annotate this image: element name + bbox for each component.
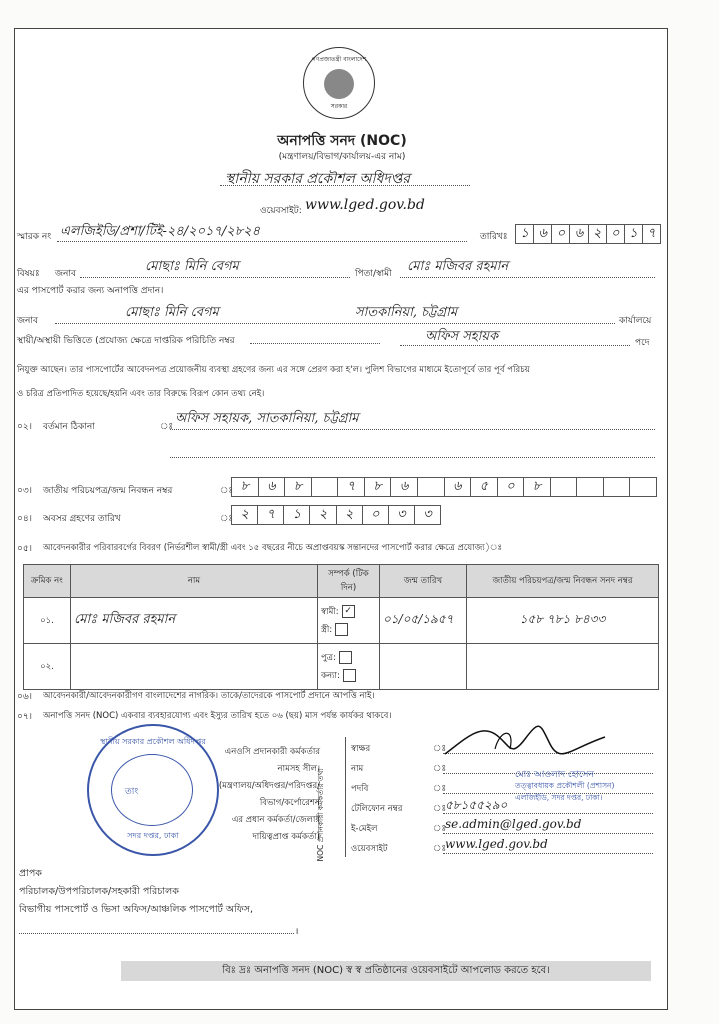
body-office: সাতকানিয়া, চট্টগ্রাম [355,305,458,320]
relation-daughter-label: কন্যা: [321,670,340,681]
retirement-digit: ২ [232,506,258,524]
nid-digit: ৫ [471,478,498,496]
nid-digit: ৮ [524,478,551,496]
date-digit: ৭ [647,226,656,241]
form-subtitle: (মন্ত্রণালয়/বিভাগ/কার্যালয়-এর নাম) [278,152,406,162]
item-05-no: ০৫। [17,544,32,554]
body-paragraph-2: ও চরিত্র প্রতিপাদিত হয়েছে/হয়নি এবং তার বিরুদ্ধে বিরূপ কোন তথ্য নেই। [17,389,265,399]
row-serial: ০২. [24,644,71,690]
wife-checkbox[interactable] [335,623,348,636]
emblem-center-icon [324,69,354,99]
retirement-digit: ৩ [389,506,415,524]
item-02-label: বর্তমান ঠিকানা [43,422,95,432]
header-relation: সম্পর্ক (টিক দিন) [318,565,380,598]
item-07-text: অনাপত্তি সনদ (NOC) একবার ব্যবহারযোগ্য এবং ইস্যুর তারিখ হতে ০৬ (ছয়) মাস পর্যন্ত কার্যকর থাকবে। [43,711,392,721]
nid-digit [577,478,604,496]
nid-digit [604,478,631,496]
nid-digit: ৮ [365,478,392,496]
relation-wife-label: স্ত্রী: [321,624,333,635]
husband-checkbox[interactable]: ✓ [342,605,355,618]
date-digit: ০ [552,225,570,243]
field-phone-label: টেলিফোন নম্বর [351,804,403,814]
row-relation [318,598,380,644]
form-title: অনাপত্তি সনদ (NOC) [277,133,407,149]
retirement-digit: ১ [284,506,310,524]
item-06-text: আবেদনকারী/আবেদনকারীগণ বাংলাদেশের নাগরিক। তাকে/তাদেরকে পাসপোর্ট প্রদানে আপত্তি নাই। [43,691,375,701]
body-applicant-name: মোছাঃ মিনি বেগম [125,305,219,320]
header-name: নাম [71,565,318,598]
body-janab: জনাব [17,316,39,326]
issuer-line: (মন্ত্রণালয়/অধিদপ্তর/পরিদপ্তর/ [218,781,320,791]
row-dob [380,644,467,690]
recipient-line2: বিভাগীয় পাসপোর্ট ও ভিসা অফিস/আঞ্চলিক পাসপোর্ট অফিস, [19,904,254,915]
item-03-no: ০৩। [17,486,32,496]
guardian-name: মোঃ মজিবর রহমান [407,259,509,274]
website-label: ওয়েবসাইট: [260,206,302,216]
date-boxes [515,224,661,244]
row-nid [467,644,659,690]
office-label: কার্যালয়ে [619,316,652,326]
date-digit: ১ [516,225,534,243]
nid-digit: ৮ [232,478,259,496]
footer-note: বিঃ দ্রঃ অনাপত্তি সনদ (NOC) স্ব স্ব প্রতিষ্ঠানের ওয়েবসাইটে আপলোড করতে হবে। [121,961,651,981]
family-table-header [24,565,659,598]
row-name: মোঃ মজিবর রহমান [71,598,318,644]
nid-digit [418,478,445,496]
pode-label: পদে [635,338,650,348]
subject-label: বিষয়ঃ [17,269,40,279]
applicant-name: মোছাঃ মিনি বেগম [145,259,239,274]
header-nid: জাতীয় পরিচয়পত্র/জন্ম নিবন্ধন সনদ নম্বর [467,565,659,598]
seal-outer-text: স্থানীয় সরকার প্রকৌশল অধিদপ্তর [100,737,206,746]
designation: অফিস সহায়ক [425,329,499,344]
seal-bottom-text: সদর দপ্তর, ঢাকা [127,831,179,840]
noc-form: গণপ্রজাতন্ত্রী বাংলাদেশ সরকার অনাপত্তি সনদ (NOC) (মন্ত্রণালয়/বিভাগ/কার্যালয়-এর নাম) স্থানীয় সরকার প্রকৌশল অধিদপ্তর ওয়েবসাইট: www.lged.gov.bd স্মারক নং এলজিইডি/প্রশা/টিই-২৪/২০১৭/২৮২৪ তারিখঃ ১ ৬ ০ ৬ ২ ০ ১ ৭ বিষয়ঃ জনাব মোছাঃ মিনি বেগম পিতা/স্বামী মোঃ মজিবর রহমান এর পাসপোর্ট করার জন্য অনাপত্তি প্রদান। জনাব মোছাঃ মিনি বেগম সাতকানিয়া, চট্টগ্রাম কার্যালয়ে স্থায়ী/অস্থায়ী ভিত্তিতে (প্রযোজ্য ক্ষেত্রে দাপ্তরিক পরিচিতি নম্বর অফিস সহায়ক পদে নিযুক্ত আছেন। তার পাসপোর্টের আবেদনপত্র প্রয়োজনীয় ব্যবস্থা গ্রহণের জন্য এর সঙ্গে প্রেরণ করা হ'ল। পুলিশ বিভাগের মাধ্যমে ইতোপূর্বে তার পূর্ব পরিচয় ও চরিত্র প্রতিপাদিত হয়েছে/হয়নি এবং তার বিরুদ্ধে বিরূপ কোন তথ্য নেই। ০২। বর্তমান ঠিকানা ঃ অফিস সহায়ক, সাতকানিয়া, চট্টগ্রাম ০৩। জাতীয় পরিচয়পত্র/জন্ম নিবন্ধন নম্বর ঃ ৮ ৬ ৮ ৭ ৮ ৬ ৬ ৫ ০ ৮ ০৪। অবসর গ্রহণের তারিখ ঃ ২ ৭ ১ ২ ২ ০ ৩ ৩ ০৫। আবেদনকারীর পরিবারবর্গের বিবরণ (নির্ভরশীল স্বামী/স্ত্রী এবং ১৫ বছরের নীচে অপ্রাপ্তবয়স্ক সন্তানদের পাসপোর্ট করার ক্ষেত্রে প্রযোজ্য)ঃ ক্রমিক নং নাম সম্পর্ক (টিক দিন) জন্ম তারিখ জাতীয় পরিচয়পত্র/জন্ম নিবন্ধন সনদ নম্বর ০১. মোঃ মজিবর রহমান স্বামী: ✓ স্ত্রী: ০১/০৫/১৯৫৭ ১৫৮ ৭৮১ ৮৪৩৩ ০২. পুত্র: কন্যা: ০৬। আবেদনকারী/আবেদনকারীগণ বাংলাদেশের নাগরিক। তাকে/তাদেরকে পাসপোর্ট প্রদানে আপত্তি নাই। ০৭। অনাপত্তি সনদ (NOC) একবার ব্যবহারযোগ্য এবং ইস্যুর তারিখ হতে ০৬ (ছয়) মাস পর্যন্ত কার্যকর থাকবে। স্থানীয় সরকার প্রকৌশল অধিদপ্তর তাং সদর দপ্তর, ঢাকা এনওসি প্রদানকারী কর্মকর্তার নামসহ সীল। (মন্ত্রণালয়/অধিদপ্তর/পরিদপ্তর/ বিভাগ/কর্পোরেশন এর প্রধান কর্মকর্তা/জেলার দায়িত্বপ্রাপ্ত কর্মকর্তা) NOC প্রদানকারী কর্মকর্তার তথ্য স্বাক্ষর নাম পদবি টেলিফোন নম্বর ই-মেইল ওয়েবসাইট ঃ ঃ ঃ ঃ ঃ ঃ মোঃ আওলাদ হোসেন তত্ত্বাবধায়ক প্রকৌশলী (প্রশাসন) এলজিইডি, সদর দপ্তর, ঢাকা। ৫৮১৫৫২৯০ se.admin@lged.gov.bd www.lged.gov.bd প্রাপক পরিচালক/উপপরিচালক/সহকারী পরিচালক বিভাগীয় পাসপোর্ট ও ভিসা অফিস/আঞ্চলিক পাসপোর্ট অফিস, । বিঃ দ্রঃ অনাপত্তি সনদ (NOC) স্ব স্ব প্রতিষ্ঠানের ওয়েবসাইটে আপলোড করতে হবে। [14,28,668,1010]
nid-digit: ৭ [338,478,365,496]
table-row [24,598,659,644]
item-04-label: অবসর গ্রহণের তারিখ [43,514,121,524]
row-name [71,644,318,690]
nid-digit: ৬ [259,478,286,496]
passport-line: এর পাসপোর্ট করার জন্য অনাপত্তি প্রদান। [17,286,164,296]
row-nid: ১৫৮ ৭৮১ ৮৪৩৩ [467,598,659,644]
item-05-label: আবেদনকারীর পরিবারবর্গের বিবরণ (নির্ভরশীল স্বামী/স্ত্রী এবং ১৫ বছরের নীচে অপ্রাপ্তবয়স্ক সন্তানদের পাসপোর্ট করার ক্ষেত্রে প্রযোজ্য)ঃ [43,543,503,553]
retirement-digit: ৩ [423,507,432,522]
website-value: www.lged.gov.bd [305,197,425,213]
nid-digit [312,478,339,496]
nid-digit: ৬ [391,478,418,496]
relation-husband-label: স্বামী: [321,606,339,617]
daughter-checkbox[interactable] [343,669,356,682]
signature [440,719,610,764]
date-digit: ১ [625,225,643,243]
date-digit: ৬ [570,225,588,243]
website-value-issuer: www.lged.gov.bd [445,837,548,851]
memo-label: স্মারক নং [17,232,52,242]
seal-date-label: তাং [125,787,139,797]
office-name: স্থানীয় সরকার প্রকৌশল অধিদপ্তর [225,171,410,187]
issuer-vertical-label: NOC প্রদানকারী কর্মকর্তার তথ্য [316,768,325,862]
field-designation-label: পদবি [351,784,369,794]
date-digit: ৬ [534,225,552,243]
recipient-label: প্রাপক [19,868,42,879]
date-digit: ০ [607,225,625,243]
header-dob: জন্ম তারিখ [380,565,467,598]
issuer-line: এর প্রধান কর্মকর্তা/জেলার [231,815,320,825]
nid-digit [630,478,656,496]
row-serial: ০১. [24,598,71,644]
issuer-line: দায়িত্বপ্রাপ্ত কর্মকর্তা) [252,832,320,842]
government-emblem [303,47,375,119]
issuer-fields [351,739,402,859]
item-04-no: ০৪। [17,514,32,524]
field-name-label: নাম [351,764,364,774]
nid-boxes [231,477,657,497]
nid-digit: ৬ [445,478,472,496]
subject-janab: জনাব [55,269,77,279]
son-checkbox[interactable] [339,651,352,664]
issuer-line: এনওসি প্রদানকারী কর্মকর্তার [224,747,320,757]
retirement-digit: ২ [337,506,363,524]
row-relation [318,644,380,690]
stamp-office: এলজিইডি, সদর দপ্তর, ঢাকা। [515,793,603,802]
item-06-no: ০৬। [17,692,32,702]
family-table [23,564,659,690]
retirement-digit: ০ [363,506,389,524]
retirement-digit: ৭ [258,506,284,524]
recipient-line1: পরিচালক/উপপরিচালক/সহকারী পরিচালক [19,886,179,897]
memo-value: এলজিইডি/প্রশা/টিই-২৪/২০১৭/২৮২৪ [60,224,261,239]
stamp-designation: তত্ত্বাবধায়ক প্রকৌশলী (প্রশাসন) [515,781,615,790]
table-row [24,644,659,690]
header-serial: ক্রমিক নং [24,565,71,598]
date-digit: ২ [589,225,607,243]
email-value: se.admin@lged.gov.bd [445,817,582,831]
current-address: অফিস সহায়ক, সাতকানিয়া, চট্টগ্রাম [175,411,359,426]
phone-value: ৫৮১৫৫২৯০ [445,798,508,812]
stamp-name: মোঃ আওলাদ হোসেন [515,770,594,780]
field-signature-label: স্বাক্ষর [351,744,371,754]
date-label: তারিখঃ [480,232,508,242]
item-07-no: ০৭। [17,712,32,722]
field-website-label: ওয়েবসাইট [351,844,388,854]
item-03-label: জাতীয় পরিচয়পত্র/জন্ম নিবন্ধন নম্বর [43,486,173,496]
retirement-date-boxes [231,505,441,525]
permanent-line: স্থায়ী/অস্থায়ী ভিত্তিতে (প্রযোজ্য ক্ষেত্রে দাপ্তরিক পরিচিতি নম্বর [17,336,235,346]
row-dob: ০১/০৫/১৯৫৭ [380,598,467,644]
retirement-digit: ২ [310,506,336,524]
nid-digit: ৮ [285,478,312,496]
nid-digit: ০ [498,478,525,496]
issuer-line: নামসহ সীল। [277,764,320,774]
field-email-label: ই-মেইল [351,824,378,834]
emblem-text-bottom: সরকার [330,103,348,110]
item-02-no: ০২। [17,422,32,432]
body-paragraph-1: নিযুক্ত আছেন। তার পাসপোর্টের আবেদনপত্র প্রয়োজনীয় ব্যবস্থা গ্রহণের জন্য এর সঙ্গে প্রেরণ করা হ'ল। পুলিশ বিভাগের মাধ্যমে ইতোপূর্বে তার পূর্ব পরিচয় [17,365,530,375]
issuer-line: বিভাগ/কর্পোরেশন [259,798,320,808]
emblem-text-top: গণপ্রজাতন্ত্রী বাংলাদেশ [311,56,367,63]
issuer-left-block [195,744,320,846]
nid-digit [551,478,578,496]
relation-son-label: পুত্র: [321,652,336,663]
guardian-label: পিতা/স্বামী [355,269,392,279]
